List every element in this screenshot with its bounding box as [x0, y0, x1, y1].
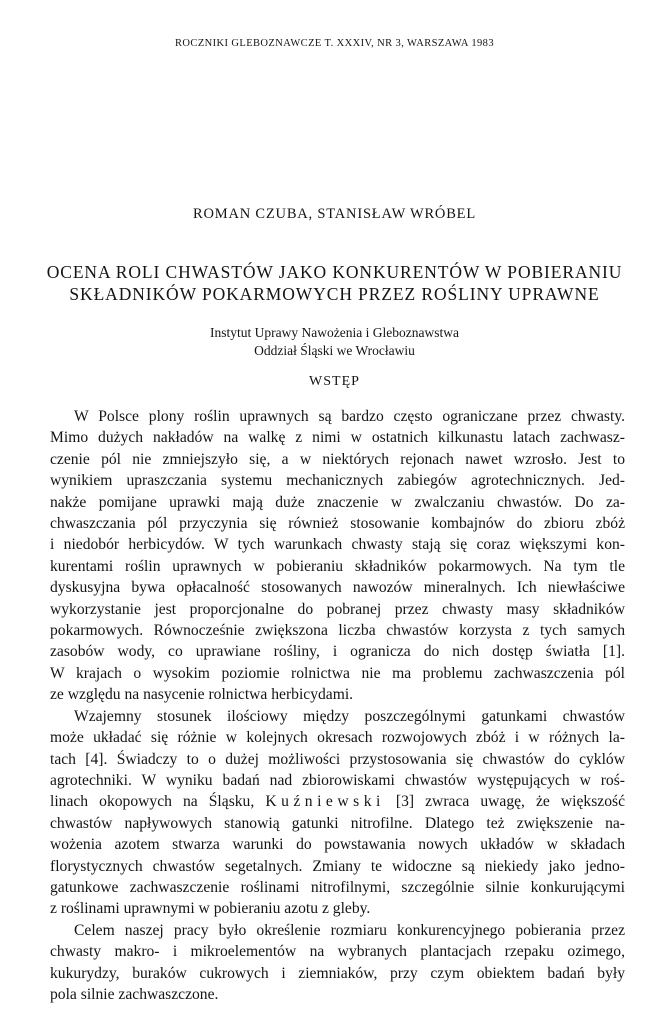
- article-title: [0, 261, 669, 305]
- text-line: agrotechniki. W wyniku badań nad zbiorowiskami chwastów występujących w roś-: [50, 771, 625, 789]
- title-line: OCENA ROLI CHWASTÓW JAKO KONKURENTÓW W POBIERANIU: [46, 262, 623, 282]
- running-head: ROCZNIKI GLEBOZNAWCZE T. XXXIV, NR 3, WARSZAWA 1983: [175, 38, 494, 49]
- text-line: zasobów wody, co uprawiane rośliny, i ogranicza do nich dostęp światła [1].: [50, 643, 625, 661]
- text-segment: [3] zwraca uwagę, że większość: [395, 793, 625, 811]
- text-line: W krajach o wysokim poziomie rolnictwa nie ma problemu zachwaszczenia pól: [50, 664, 625, 682]
- text-line: nakże pomijane uprawki mają duże znaczenie w zwalczaniu chwastów. Do za-: [50, 493, 625, 511]
- section-heading: WSTĘP: [309, 374, 360, 389]
- text-line: pokarmowych. Równocześnie zwiększona liczba chwastów korzysta z tych samych: [50, 622, 625, 640]
- text-line: chwastów napływowych stanowią gatunki nitrofilne. Dlatego też zwiększenie na-: [50, 814, 625, 832]
- affiliation-line: Oddział Śląski we Wrocławiu: [254, 343, 415, 358]
- text-line: i niedobór herbicydów. W tych warunkach chwasty stają się coraz większymi kon-: [50, 536, 625, 554]
- cited-author: Kuźniewski: [265, 793, 385, 811]
- text-line: gatunkowe zachwaszczenie roślinami nitrofilnymi, szczególnie silnie konkurującymi: [50, 878, 625, 896]
- text-line: wożenia azotem stwarza warunki do powstawania nowych układów w składach: [50, 836, 625, 854]
- text-line: Wzajemny stosunek ilościowy między poszczególnymi gatunkami chwastów: [74, 707, 625, 725]
- text-line: Mimo dużych nakładów na walkę z nimi w ostatnich kilkunastu latach zachwasz-: [50, 429, 625, 447]
- text-line: ze względu na nasycenie rolnictwa herbicydami.: [50, 686, 354, 704]
- text-line: czenie pól nie zmniejszyło się, a w niektórych rejonach nawet wzrosło. Jest to: [50, 450, 625, 468]
- text-line: kurentami roślin uprawnych w pobieraniu składników pokarmowych. Na tym tle: [50, 557, 625, 575]
- text-line: wykorzystanie jest proporcjonalne do pobranej przez chwasty masy składników: [50, 600, 625, 618]
- text-line: tach [4]. Świadczy to o dużej możliwości przystosowania się chwastów do cyklów: [50, 750, 625, 768]
- text-line: dyskusyjna bywa opłacalność stosowanych nawozów mineralnych. Ich niewłaściwe: [50, 579, 625, 597]
- text-line: chwaszczania pól przyczynia się również stosowanie kombajnów do zbioru zbóż: [50, 515, 625, 533]
- text-segment: linach okopowych na Śląsku,: [50, 793, 255, 811]
- text-line: wynikiem upraszczania systemu mechanicznych zabiegów agrotechnicznych. Jed-: [50, 472, 625, 490]
- text-line: pola silnie zachwaszczone.: [50, 985, 219, 1003]
- text-line: Celem naszej pracy było określenie rozmiaru konkurencyjnego pobierania przez: [74, 921, 625, 939]
- text-line: florystycznych chwastów segetalnych. Zmiany te widoczne są niekiedy jako jedno-: [50, 857, 625, 875]
- text-line: kukurydzy, buraków cukrowych i ziemniaków, przy czym obiektem badań były: [50, 964, 625, 982]
- text-line: chwasty makro- i mikroelementów na wybranych plantacjach rzepaku ozimego,: [50, 943, 625, 961]
- affiliation-line: Instytut Uprawy Nawożenia i Gleboznawstwa: [210, 325, 459, 340]
- body-text: [50, 406, 625, 1005]
- text-line: W Polsce plony roślin uprawnych są bardzo często ograniczane przez chwasty.: [74, 408, 625, 425]
- title-line: SKŁADNIKÓW POKARMOWYCH PRZEZ ROŚLINY UPRAWNE: [69, 284, 600, 304]
- text-line: z roślinami uprawnymi w pobieraniu azotu z gleby.: [50, 900, 371, 918]
- article-authors: ROMAN CZUBA, STANISŁAW WRÓBEL: [193, 206, 476, 222]
- text-line-with-citation: [50, 791, 625, 812]
- affiliation: [0, 324, 669, 360]
- text-line: może układać się różnie w kolejnych okresach rozwojowych zbóż i w różnych la-: [50, 729, 625, 747]
